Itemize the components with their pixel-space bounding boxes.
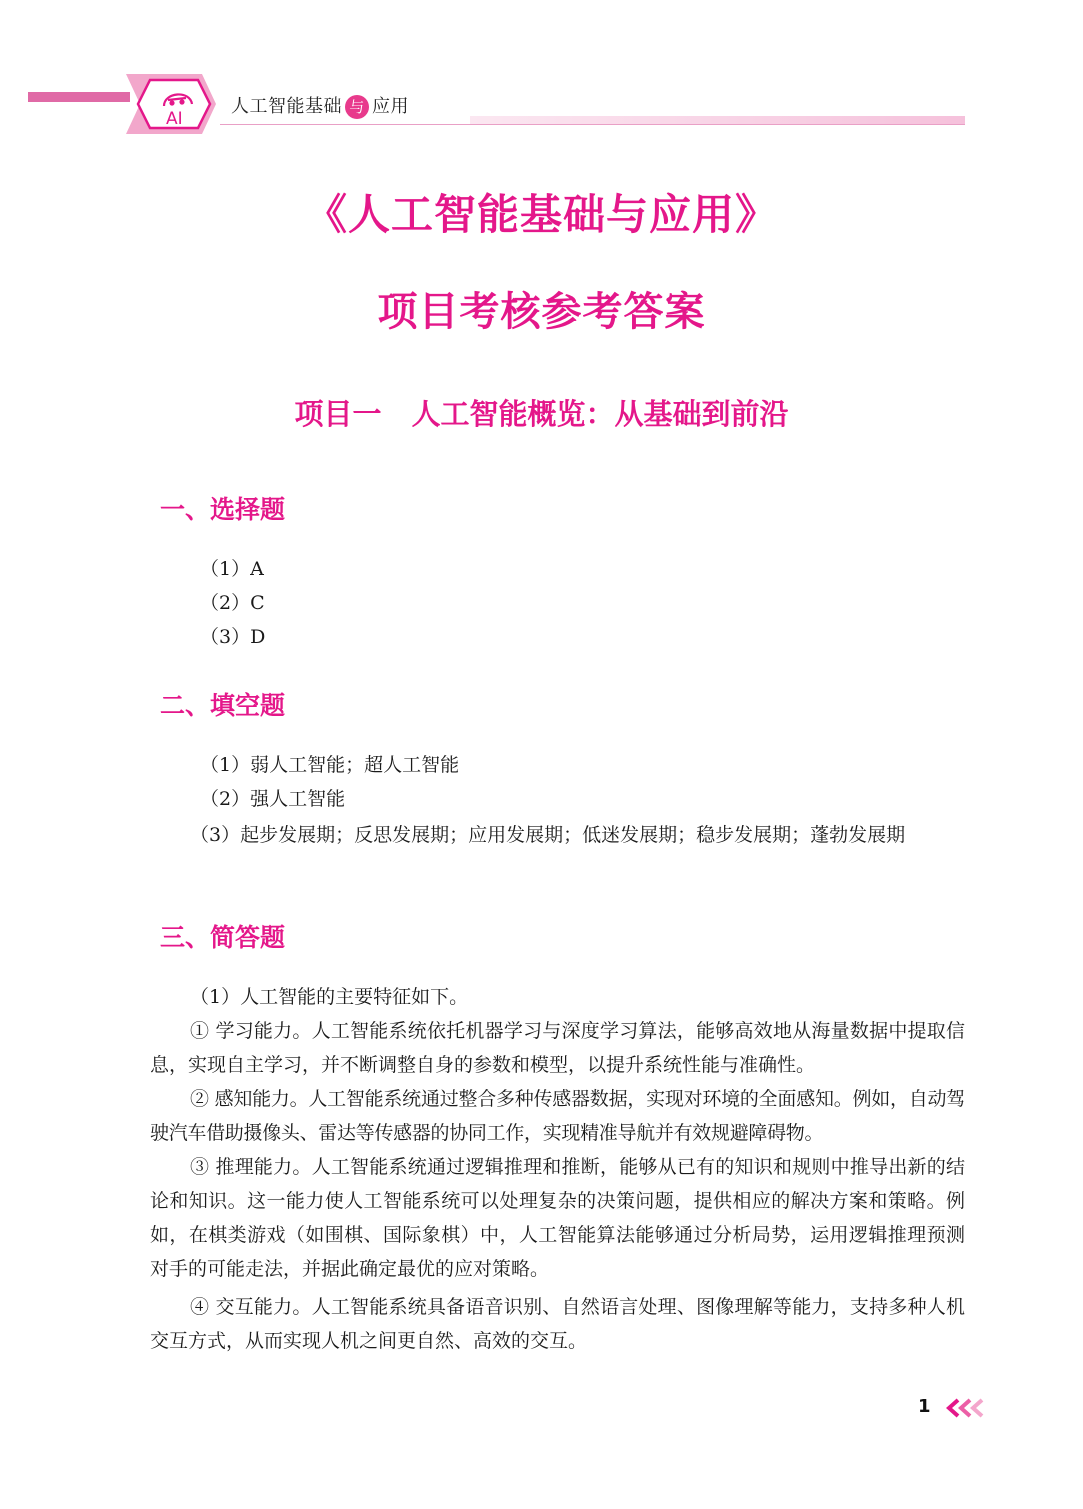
section-heading-fill: 二、填空题 bbox=[160, 691, 286, 720]
header-gradient-bar bbox=[470, 116, 965, 124]
answer-item: （1）A bbox=[200, 558, 264, 580]
ai-logo-icon bbox=[120, 70, 220, 138]
running-title-part1: 人工智能基础 bbox=[231, 96, 342, 117]
header-rule bbox=[220, 124, 965, 125]
section-heading-choice: 一、选择题 bbox=[160, 495, 286, 524]
paragraph-learning: ① 学习能力。人工智能系统依托机器学习与深度学习算法，能够高效地从海量数据中提取信息，实现自主学习，并不断调整自身的参数和模型，以提升系统性能与准确性。 bbox=[150, 1020, 965, 1076]
project-name: 人工智能概览：从基础到前沿 bbox=[411, 397, 789, 431]
answer-item: （3）D bbox=[200, 626, 266, 648]
answer-item: （2）C bbox=[200, 592, 265, 614]
paragraph-reasoning: ③ 推理能力。人工智能系统通过逻辑推理和推断，能够从已有的知识和规则中推导出新的结论和知识。这一能力使人工智能系统可以处理复杂的决策问题，提供相应的解决方案和策略。例如，在棋类游戏（如围棋、国际象棋）中，人工智能算法能够通过分析局势，运用逻辑推理预测对手的可能走法，并据此确定最优的应对策略。 bbox=[150, 1156, 965, 1280]
paragraph-perception: ② 感知能力。人工智能系统通过整合多种传感器数据，实现对环境的全面感知。例如，自动驾驶汽车借助摄像头、雷达等传感器的协同工作，实现精准导航并有效规避障碍物。 bbox=[150, 1088, 965, 1144]
paragraph-intro: （1）人工智能的主要特征如下。 bbox=[190, 986, 469, 1008]
book-title: 《人工智能基础与应用》 bbox=[304, 190, 778, 239]
answer-item: （1）弱人工智能；超人工智能 bbox=[200, 754, 460, 776]
section-heading-short-answer: 三、简答题 bbox=[160, 923, 286, 952]
running-header bbox=[0, 70, 1083, 140]
page-number: 1 bbox=[918, 1396, 931, 1417]
header-accent-bar bbox=[28, 92, 130, 102]
answer-item: （2）强人工智能 bbox=[200, 788, 346, 810]
logo-text: AI bbox=[166, 109, 183, 129]
running-title-part2: 应用 bbox=[372, 96, 409, 117]
project-title bbox=[0, 392, 1083, 433]
project-number: 项目一 bbox=[294, 397, 382, 431]
document-subtitle: 项目考核参考答案 bbox=[377, 289, 706, 335]
answer-item-wrapped: （3）起步发展期；反思发展期；应用发展期；低迷发展期；稳步发展期；蓬勃发展期 bbox=[190, 824, 906, 846]
triple-chevron-left-icon bbox=[946, 1398, 996, 1418]
paragraph-interaction: ④ 交互能力。人工智能系统具备语音识别、自然语言处理、图像理解等能力，支持多种人机交互方式，从而实现人机之间更自然、高效的交互。 bbox=[150, 1296, 965, 1352]
running-title bbox=[231, 92, 409, 119]
running-title-connector: 与 bbox=[345, 95, 369, 119]
